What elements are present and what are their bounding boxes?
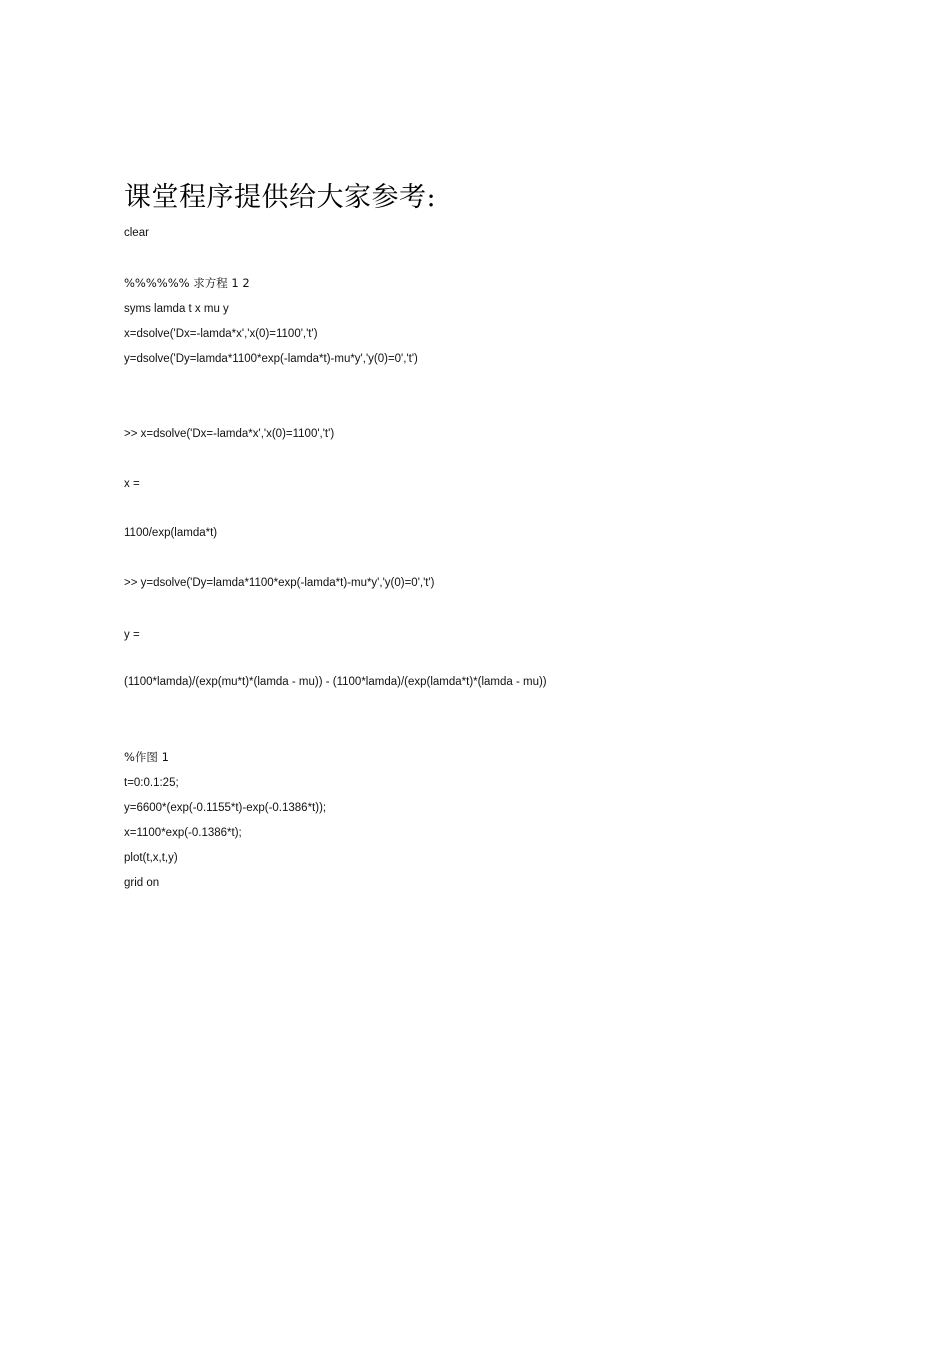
code-line-x-formula: x=1100*exp(-0.1386*t); xyxy=(124,827,242,839)
console-output-x-label: x = xyxy=(124,478,140,490)
console-command-x: >> x=dsolve('Dx=-lamda*x','x(0)=1100','t') xyxy=(124,428,335,440)
code-line-t-range: t=0:0.1:25; xyxy=(124,777,179,789)
comment-line-solve-equation: %%%%%% 求方程 1 2 xyxy=(124,276,250,290)
code-line-dsolve-x: x=dsolve('Dx=-lamda*x','x(0)=1100','t') xyxy=(124,328,318,340)
code-line-syms: syms lamda t x mu y xyxy=(124,303,229,315)
console-command-y: >> y=dsolve('Dy=lamda*1100*exp(-lamda*t)-mu*y','y(0)=0','t') xyxy=(124,577,435,589)
page-title: 课堂程序提供给大家参考: xyxy=(124,182,437,213)
code-line-dsolve-y: y=dsolve('Dy=lamda*1100*exp(-lamda*t)-mu*y','y(0)=0','t') xyxy=(124,353,418,365)
code-line-grid-on: grid on xyxy=(124,877,160,889)
comment-line-plot: %作图 1 xyxy=(124,750,169,764)
code-line-plot: plot(t,x,t,y) xyxy=(124,852,178,864)
console-output-y-label: y = xyxy=(124,629,140,641)
console-output-x-value: 1100/exp(lamda*t) xyxy=(124,527,218,539)
code-line-clear: clear xyxy=(124,227,149,239)
code-line-y-formula: y=6600*(exp(-0.1155*t)-exp(-0.1386*t)); xyxy=(124,802,327,814)
console-output-y-value: (1100*lamda)/(exp(mu*t)*(lamda - mu)) - (1100*lamda)/(exp(lamda*t)*(lamda - mu)) xyxy=(124,676,547,688)
